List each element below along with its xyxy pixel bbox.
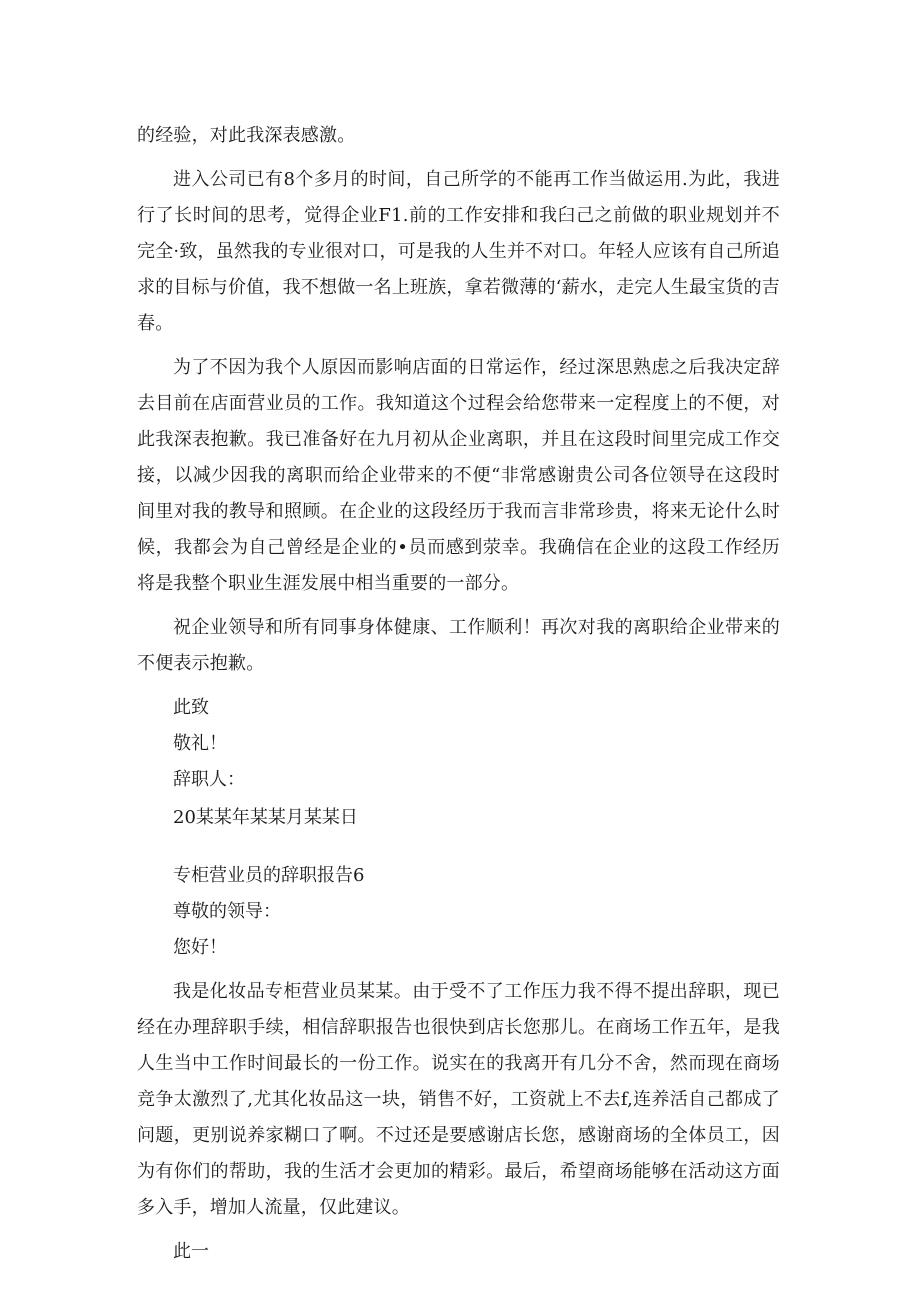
paragraph-wishes: 祝企业领导和所有同事身体健康、工作顺利！再次对我的离职给企业带来的不便表示抱歉。 [137,617,780,674]
paragraph-continuation: 的经验，对此我深表感激。 [137,125,356,146]
greeting: 您好！ [173,937,227,958]
paragraph-cosmetics-resignation: 我是化妆品专柜营业员某某。由于受不了工作压力我不得不提出辞职，现已经在办理辞职手续，相信辞职报告也很快到店长您那儿。在商场工作五年，是我人生当中工作时间最长的一份工作。说实在的我离开有几分不舍，然而现在商场竞争太激烈了,尤其化妆品这一块，销售不好，工资就上不去f,连养活自己都成了问题，更别说养家糊口了啊。不过还是要感谢店长您，感谢商场的全体员工，因为有你们的帮助，我的生活才会更加的精彩。最后，希望商场能够在活动这方面多入手，增加人流量，仅此建议。 [137,981,780,1218]
paragraph-resignation-reason: 为了不因为我个人原因而影响店面的日常运作，经过深思熟虑之后我决定辞去目前在店面营业员的工作。我知道这个过程会给您带来一定程度上的不便，对此我深表抱歉。我已准备好在九月初从企业离职，并且在这段时间里完成工作交接，以减少因我的离职而给企业带来的不便“非常感谢贵公司各位领导在这段时间里对我的教导和照顾。在企业的这段经历于我而言非常珍贵，将来无论什么时候，我都会为自己曾经是企业的•员而感到荥幸。我确信在企业的这段工作经历将是我整个职业生涯发展中相当重要的一部分。 [137,357,780,594]
closing-partial: 此一 [173,1241,209,1262]
closing-salute: 敬礼！ [173,733,227,754]
salutation: 尊敬的领导： [173,901,281,922]
signer-label: 辞职人： [173,769,245,790]
paragraph-work-reflection: 进入公司已有8个多月的时间，自己所学的不能再工作当做运用.为此，我进行了长时间的思考，觉得企业F1.前的工作安排和我臼己之前做的职业规划并不完全·致，虽然我的专业很对口，可是我的人生并不对口。年轻人应该有自己所追求的目标与价值，我不想做一名上班族，拿若微薄的‘薪水，走完人生最宝货的吉春。 [137,169,780,334]
closing-regards: 此致 [173,697,209,718]
signature-date: 20某某年某某月某某日 [173,807,358,828]
section-title: 专柜营业员的辞职报告6 [173,865,365,886]
document-body [137,118,780,1270]
